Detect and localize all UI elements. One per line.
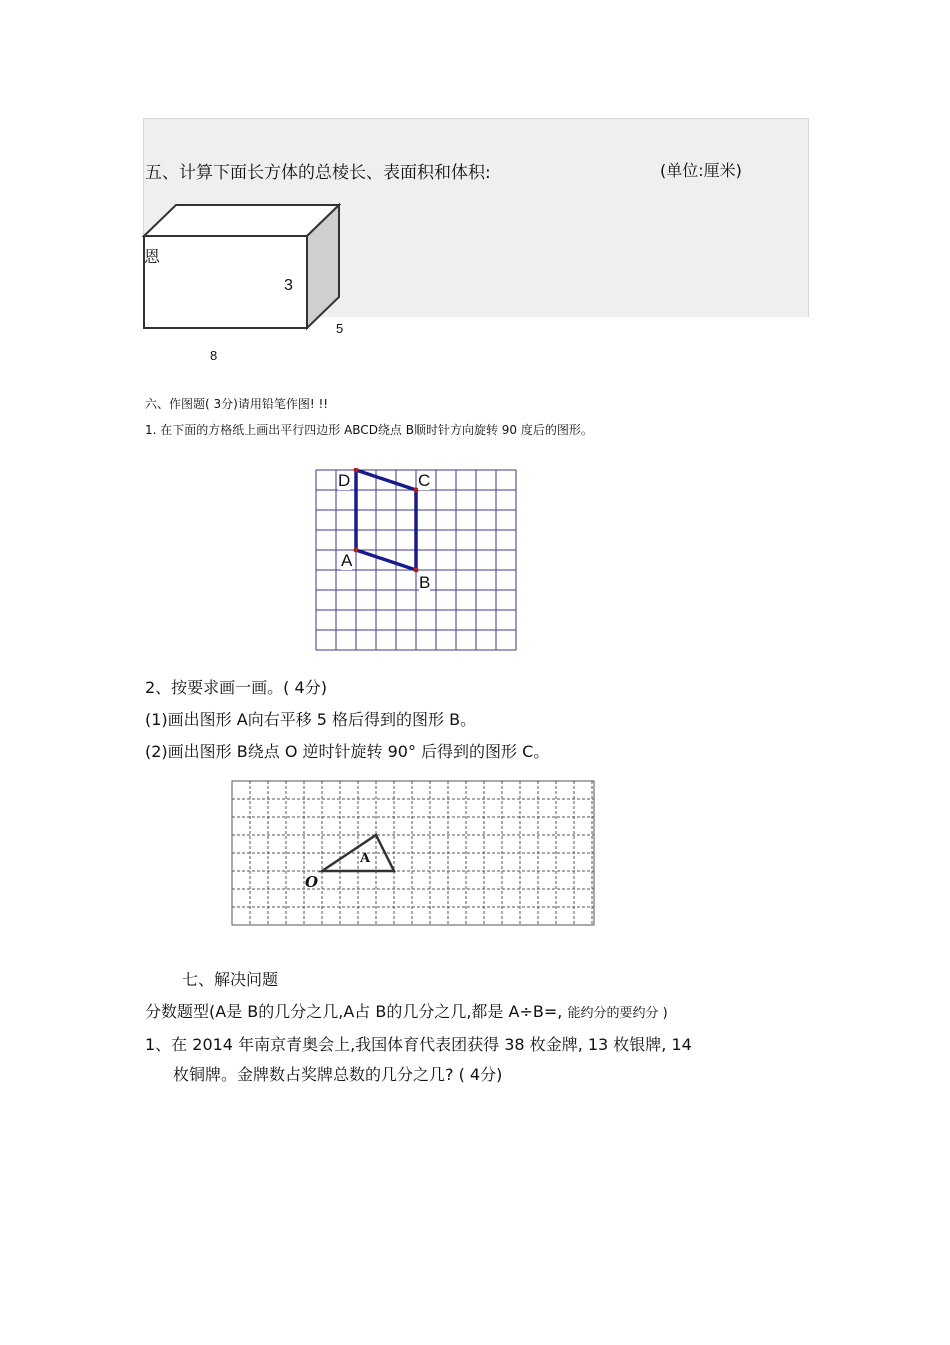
cuboid-figure: [140, 200, 350, 335]
label-d: D: [338, 471, 351, 490]
unit-note: (单位:厘米): [660, 161, 742, 180]
question-6-2: 2、按要求画一画。( 4分): [145, 678, 327, 697]
question-6-2-part2: (2)画出图形 B绕点 O 逆时针旋转 90° 后得到的图形 C。: [145, 742, 550, 761]
section-seven-title: 七、解决问题: [182, 970, 279, 989]
fraction-type-main: 分数题型(A是 B的几分之几,A占 B的几分之几,都是 A÷B=,: [145, 1002, 563, 1021]
label-c: C: [418, 471, 431, 490]
parallelogram-abcd: [356, 470, 416, 570]
label-b: B: [419, 573, 431, 592]
cuboid-height-label: 3: [284, 277, 293, 294]
fraction-type-note: [145, 999, 668, 1022]
question-7-1-line1: 1、在 2014 年南京青奥会上,我国体育代表团获得 38 枚金牌, 13 枚银牌, 14: [145, 1035, 692, 1054]
triangle-a-label: A: [360, 851, 371, 866]
section-five-title: 五、计算下面长方体的总棱长、表面积和体积:: [145, 163, 491, 183]
question-6-1: 1. 在下面的方格纸上画出平行四边形 ABCD绕点 B顺时针方向旋转 90 度后的图形。: [145, 423, 593, 437]
cuboid-length-label: 8: [210, 348, 218, 363]
cuboid-width-label: 5: [336, 321, 344, 336]
point-o-label: O: [305, 873, 319, 891]
triangle-grid: [230, 779, 596, 927]
vertex-b: [414, 568, 419, 573]
question-6-2-part1: (1)画出图形 A向右平移 5 格后得到的图形 B。: [145, 710, 477, 729]
stray-character: 恩: [144, 247, 161, 266]
cuboid-top-face: [144, 205, 339, 236]
vertex-a: [354, 548, 359, 553]
dashed-grid-lines: [232, 781, 594, 925]
fraction-type-tail: 能约分的要约分 ): [567, 1006, 668, 1021]
question-7-1-line2: 枚铜牌。金牌数占奖牌总数的几分之几? ( 4分): [173, 1065, 503, 1084]
section-six-title: 六、作图题( 3分)请用铅笔作图! !!: [145, 397, 329, 411]
label-a: A: [341, 551, 353, 570]
cuboid-front-face: [144, 236, 307, 328]
